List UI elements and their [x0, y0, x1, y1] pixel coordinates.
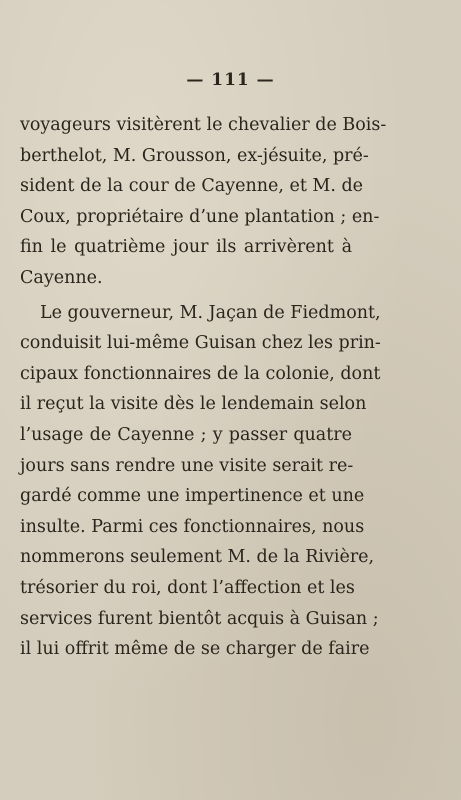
text-line: sident de la cour de Cayenne, et M. de	[20, 176, 364, 197]
text-line: insulte. Parmi ces fonctionnaires, nous	[20, 516, 365, 537]
text-line: voyageurs visitèrent le chevalier de Bois-	[20, 115, 387, 135]
text-line: fin le quatrième jour ils arrivèrent à	[20, 237, 352, 258]
text-line: Coux, propriétaire d’une plantation ; en-	[20, 206, 380, 227]
text-line: services furent bientôt acquis à Guisan ;	[20, 608, 379, 629]
text-line: jours sans rendre une visite serait re-	[20, 455, 354, 476]
text-line: Cayenne.	[20, 267, 103, 288]
text-line: gardé comme une impertinence et une	[20, 486, 365, 507]
body-text	[20, 110, 387, 665]
paragraph-1	[20, 110, 387, 294]
text-line: il lui offrit même de se charger de faire	[20, 639, 370, 660]
page-number: — 111 —	[186, 70, 275, 90]
text-line: cipaux fonctionnaires de la colonie, dont	[20, 363, 381, 384]
text-line: conduisit lui-même Guisan chez les prin-	[20, 333, 381, 354]
text-line: berthelot, M. Grousson, ex-jésuite, pré-	[20, 145, 369, 166]
text-line: Le gouverneur, M. Jaçan de Fiedmont,	[40, 302, 381, 323]
text-line: l’usage de Cayenne ; y passer quatre	[20, 424, 352, 445]
text-line: trésorier du roi, dont l’affection et les	[20, 577, 355, 598]
paragraph-2	[20, 298, 381, 665]
text-line: nommerons seulement M. de la Rivière,	[20, 547, 375, 568]
text-line: il reçut la visite dès le lendemain selon	[20, 394, 367, 415]
